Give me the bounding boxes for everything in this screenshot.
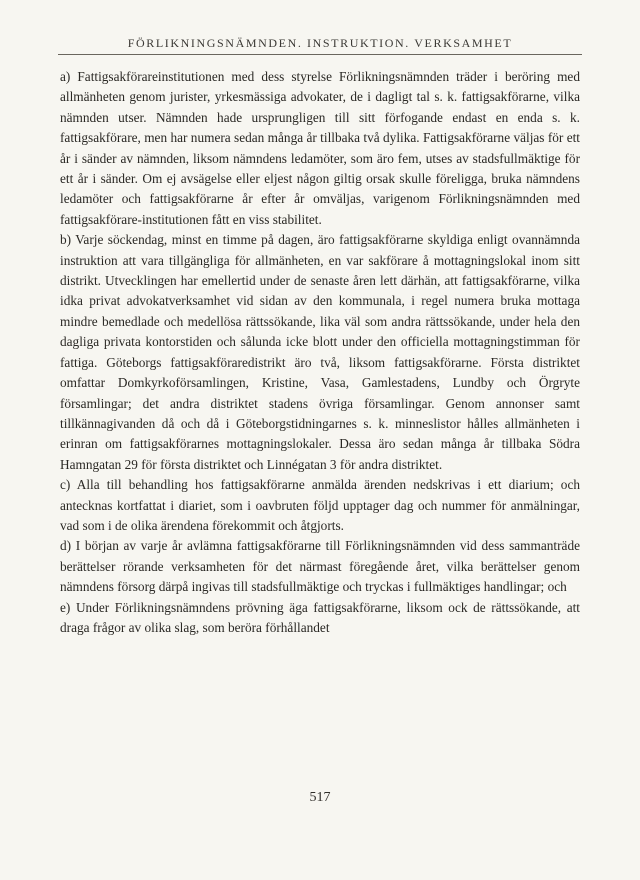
paragraph-d: d) I början av varje år avlämna fattigsakförarne till Förlikningsnämnden vid dess sammanträde berättelser rörande verksamheten för det närmast föregående året, vilka berättelser genom nämndens försorg därpå ingivas till stadsfullmäktige och tryckas i fullmäktiges handlingar; och	[60, 538, 580, 595]
running-header: FÖRLIKNINGSNÄMNDEN. INSTRUKTION. VERKSAMHET	[127, 36, 513, 50]
paragraph-e: e) Under Förlikningsnämndens prövning äga fattigsakförarne, liksom ock de rättssökande, att draga frågor av olika slag, som beröra förhållandet	[60, 599, 580, 635]
body-text	[60, 67, 580, 638]
paragraph-c: c) Alla till behandling hos fattigsakförarne anmälda ärenden nedskrivas i ett diarium; och antecknas kortfattat i diariet, som i oavbruten följd upptager dag och nummer för anmälningar, vad som i de olika ärendena förekommit och åtgjorts.	[60, 477, 580, 533]
paragraph-a: a) Fattigsakförareinstitutionen med dess styrelse Förlikningsnämnden träder i beröring med allmänheten genom jurister, yrkesmässiga advokater, de i dagligt tal s. k. fattigsakförarne, vilka nämnden utser. Nämnden hade ursprungligen till sitt förfogande endast en enda s. k. fattigsakförare, men har numera sedan många år tillbaka två dylika. Fattigsakförarne väljas för ett år i sänder av nämnden, liksom nämndens ledamöter, som äro fem, utses av stadsfullmäktige för ett år i sänder. Om ej avsägelse eller eljest någon giltig orsak skulle föreligga, bruka nämndens ledamöter och fattigsakförarne år efter år omväljas, varigenom Förlikningsnämnden med fattigsakförare-institutionen fått en viss stabilitet.	[60, 69, 580, 227]
paragraph-b: b) Varje söckendag, minst en timme på dagen, äro fattigsakförarne skyldiga enligt ovannämnda instruktion att vara tillgängliga för allmänheten, en var sakförare å mottagningslokal inom sitt distrikt. Utvecklingen har emellertid under de senaste åren lett därhän, att fattigsakförarne, vilka idka privat advokatverksamhet vid sidan av den kommunala, i regel numera bruka mottaga mindre bemedlade och medellösa rättssökande, lika väl som andra rättssökande, under hela den dagliga privata kontorstiden och sålunda icke blott under den officiella mottagningstimman för fattiga. Göteborgs fattigsakföraredistrikt äro två, liksom fattigsakförarne. Första distriktet omfattar Domkyrkoförsamlingen, Kristine, Vasa, Gamlestadens, Lundby och Örgryte församlingar; det andra distriktet stadens övriga församlingar. Genom annonser samt tillkännagivanden då och då i Göteborgstidningarnes s. k. minneslistor hålles allmänheten i erinran om fattigsakförarnes mottagningslokaler. Dessa äro sedan många år tillbaka Södra Hamngatan 29 för första distriktet och Linnégatan 3 för andra distriktet.	[60, 232, 580, 472]
header-rule	[58, 54, 582, 55]
page-number: 517	[309, 790, 331, 805]
